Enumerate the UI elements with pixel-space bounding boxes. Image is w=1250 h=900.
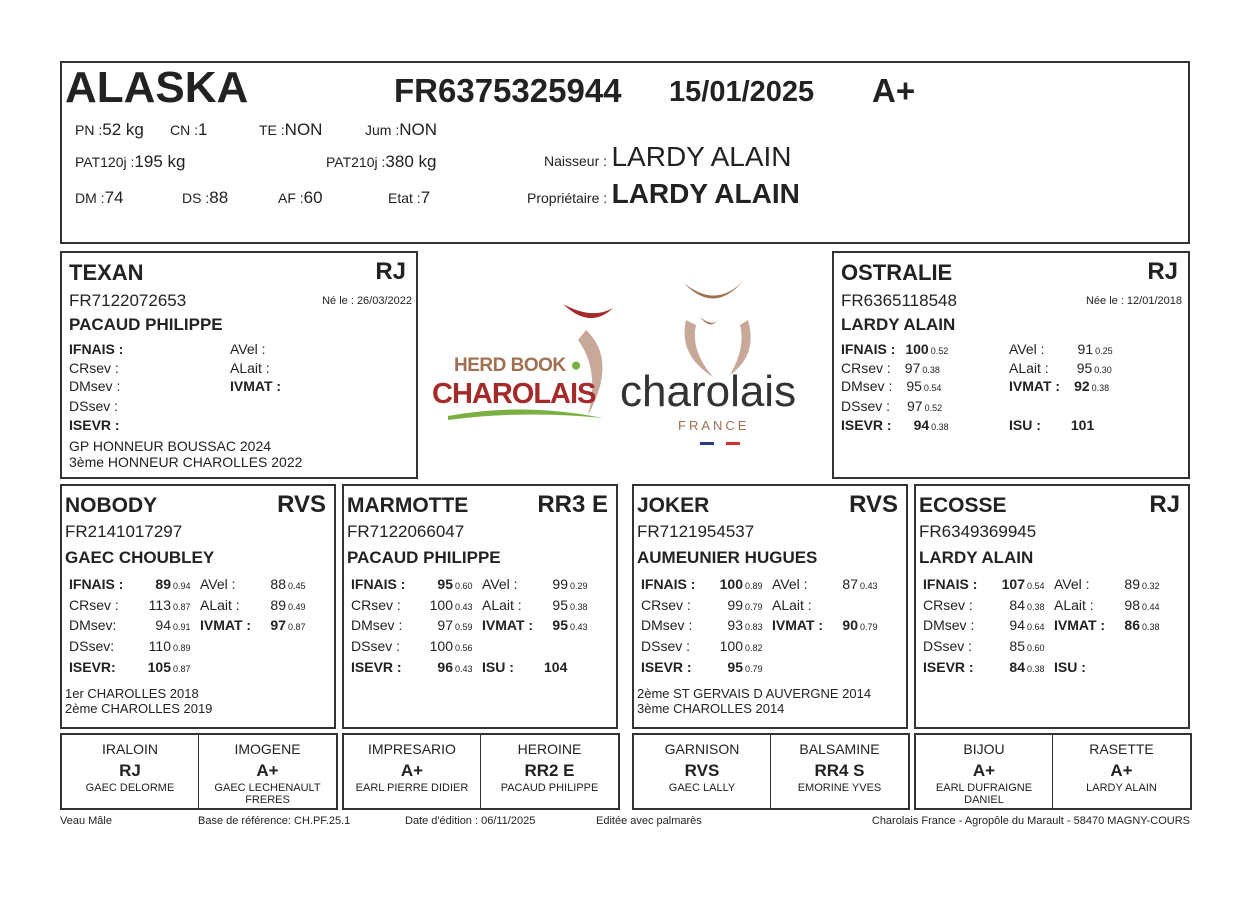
ggp-owner: GAEC LECHENAULT FRERES xyxy=(214,782,321,806)
grandparent-dmsev: DMsev : 94 0.64 xyxy=(923,617,1045,633)
pat210-field: PAT210j :380 kg xyxy=(326,152,437,171)
ds-field: DS :88 xyxy=(182,188,229,207)
grandparent-alait: ALait : 95 0.38 xyxy=(482,597,588,613)
dam-card xyxy=(832,251,1190,479)
grandparent-dssev: DSsev: 110 0.89 xyxy=(69,638,191,654)
ggp-grade: RR4 S xyxy=(814,761,865,780)
grandparent-crsev: CRsev : 113 0.87 xyxy=(69,597,191,613)
dam-id: FR6365118548 xyxy=(841,291,957,310)
grandparent-palmares: 2ème CHAROLLES 2019 xyxy=(65,701,213,716)
grandparent-alait: ALait : 98 0.44 xyxy=(1054,597,1160,613)
footer-base: Base de référence: CH.PF.25.1 xyxy=(198,815,351,827)
animal-id: FR6375325944 xyxy=(394,72,622,109)
dam-avel: AVel : 91 0.25 xyxy=(1009,341,1113,357)
grandparent-isevr: ISEVR : 96 0.43 xyxy=(351,659,473,675)
grandparent-name: ECOSSE xyxy=(919,494,1007,517)
grandparent-card xyxy=(60,484,336,729)
ggp-owner: LARDY ALAIN xyxy=(1086,782,1157,794)
dam-isevr: ISEVR : 94 0.38 xyxy=(841,417,949,433)
dam-born: Née le : 12/01/2018 xyxy=(1085,295,1182,307)
grandparent-ivmat: IVMAT : 95 0.43 xyxy=(482,617,588,633)
footer-sex: Veau Mâle xyxy=(60,815,112,827)
grandparent-id: FR7122066047 xyxy=(347,522,465,541)
cn-field: CN :1 xyxy=(170,120,208,139)
grandparent-owner: PACAUD PHILIPPE xyxy=(347,548,501,567)
grandparent-id: FR7121954537 xyxy=(637,522,755,541)
ggp-name: RASETTE xyxy=(1089,741,1154,757)
dam-isu: ISU : 101 xyxy=(1009,417,1095,433)
dam-grade: RJ xyxy=(1147,258,1178,285)
sire-id: FR7122072653 xyxy=(69,291,187,310)
grandparent-ifnais: IFNAIS : 89 0.94 xyxy=(69,576,191,592)
grandparent-name: NOBODY xyxy=(65,494,158,517)
proprietaire-field: Propriétaire : LARDY ALAIN xyxy=(527,178,800,209)
sire-name: TEXAN xyxy=(69,260,144,285)
grandparent-owner: AUMEUNIER HUGUES xyxy=(637,548,818,567)
sire-owner: PACAUD PHILIPPE xyxy=(69,315,223,334)
grandparent-isu: ISU : xyxy=(1054,659,1086,675)
dm-field: DM :74 xyxy=(75,188,124,207)
dam-crsev: CRsev : 97 0.38 xyxy=(841,360,940,376)
great-grandparent-cell xyxy=(60,733,200,810)
grandparent-isevr: ISEVR : 84 0.38 xyxy=(923,659,1045,675)
grandparent-palmares: 2ème ST GERVAIS D AUVERGNE 2014 xyxy=(637,686,872,701)
dam-owner: LARDY ALAIN xyxy=(841,315,956,334)
grandparent-crsev: CRsev : 100 0.43 xyxy=(351,597,473,613)
great-grandparent-cell xyxy=(342,733,482,810)
ggp-grade: RJ xyxy=(119,761,141,780)
dam-alait: ALait : 95 0.30 xyxy=(1009,360,1112,376)
grandparent-palmares: 3ème CHAROLLES 2014 xyxy=(637,701,785,716)
france-text: FRANCE xyxy=(678,418,750,433)
ggp-owner: GAEC LALLY xyxy=(668,782,736,794)
sire-palmares-1: GP HONNEUR BOUSSAC 2024 xyxy=(69,438,272,454)
grandparent-isu: ISU : 104 xyxy=(482,659,568,675)
grandparent-id: FR6349369945 xyxy=(919,522,1037,541)
great-grandparent-cell xyxy=(1052,733,1192,810)
grandparent-card xyxy=(342,484,618,729)
grandparent-name: MARMOTTE xyxy=(347,494,469,517)
grandparent-dssev: DSsev : 85 0.60 xyxy=(923,638,1045,654)
pn-field: PN :52 kg xyxy=(75,120,144,139)
grandparent-dmsev: DMsev : 93 0.83 xyxy=(641,617,763,633)
ggp-name: GARNISON xyxy=(664,741,740,757)
grandparent-grade: RJ xyxy=(1149,491,1180,518)
great-grandparent-cell xyxy=(632,733,772,810)
animal-grade: A+ xyxy=(872,72,916,109)
ggp-owner: EMORINE YVES xyxy=(797,782,882,794)
great-grandparent-cell xyxy=(914,733,1054,810)
dam-dssev: DSsev : 97 0.52 xyxy=(841,398,943,414)
dam-ifnais: IFNAIS : 100 0.52 xyxy=(841,341,949,357)
ggp-name: IMOGENE xyxy=(234,741,301,757)
footer-edition: Date d'édition : 06/11/2025 xyxy=(405,815,536,827)
sire-alait-label: ALait : xyxy=(230,360,270,376)
grandparent-isevr: ISEVR: 105 0.87 xyxy=(69,659,191,675)
grandparent-avel: AVel : 87 0.43 xyxy=(772,576,878,592)
grandparent-alait: ALait : 89 0.49 xyxy=(200,597,306,613)
herd-book-charolais-text: CHAROLAIS xyxy=(432,378,596,410)
ggp-grade: A+ xyxy=(1110,761,1133,780)
ggp-owner: PACAUD PHILIPPE xyxy=(500,782,599,794)
etat-field: Etat :7 xyxy=(388,188,431,207)
grandparent-crsev: CRsev : 99 0.79 xyxy=(641,597,763,613)
grandparent-dmsev: DMsev : 97 0.59 xyxy=(351,617,473,633)
footer-org: Charolais France - Agropôle du Marault - 58470 MAGNY-COURS xyxy=(871,815,1190,827)
sire-avel-label: AVel : xyxy=(230,341,266,357)
ggp-name: HEROINE xyxy=(517,741,582,757)
dam-ivmat: IVMAT : 92 0.38 xyxy=(1009,378,1110,394)
grandparent-alait: ALait : xyxy=(772,597,812,613)
great-grandparent-cell xyxy=(480,733,620,810)
grandparent-ivmat: IVMAT : 97 0.87 xyxy=(200,617,306,633)
grandparent-isu xyxy=(772,659,834,675)
grandparent-card xyxy=(914,484,1190,729)
grandparent-ifnais: IFNAIS : 100 0.89 xyxy=(641,576,763,592)
sire-grade: RJ xyxy=(375,258,406,285)
sire-born: Né le : 26/03/2022 xyxy=(322,295,412,307)
great-grandparent-cell xyxy=(198,733,338,810)
grandparent-crsev: CRsev : 84 0.38 xyxy=(923,597,1045,613)
af-field: AF :60 xyxy=(278,188,323,207)
ggp-name: IMPRESARIO xyxy=(368,741,456,757)
sire-card xyxy=(60,251,418,479)
grandparent-owner: GAEC CHOUBLEY xyxy=(65,548,215,567)
ggp-grade: A+ xyxy=(400,761,424,780)
ggp-grade: A+ xyxy=(256,761,279,780)
naisseur-field: Naisseur : LARDY ALAIN xyxy=(544,141,792,172)
ggp-grade: RVS xyxy=(684,761,720,780)
grandparent-dmsev: DMsev: 94 0.91 xyxy=(69,617,191,633)
grandparent-name: JOKER xyxy=(637,494,710,517)
grandparent-id: FR2141017297 xyxy=(65,522,183,541)
sire-dssev-label: DSsev : xyxy=(69,398,119,414)
ggp-grade: RR2 E xyxy=(524,761,575,780)
sire-isevr-label: ISEVR : xyxy=(69,417,120,433)
ggp-owner: GAEC DELORME xyxy=(85,782,175,794)
sire-ifnais-label: IFNAIS : xyxy=(69,341,124,357)
footer-palmares: Editée avec palmarès xyxy=(596,815,702,827)
grandparent-dssev: DSsev : 100 0.56 xyxy=(351,638,473,654)
grandparent-isu xyxy=(200,659,262,675)
grandparent-ifnais: IFNAIS : 107 0.54 xyxy=(923,576,1045,592)
animal-date: 15/01/2025 xyxy=(669,76,815,108)
grandparent-grade: RR3 E xyxy=(537,491,608,518)
grandparent-ivmat: IVMAT : 86 0.38 xyxy=(1054,617,1160,633)
animal-name: ALASKA xyxy=(65,63,249,112)
sire-palmares-2: 3ème HONNEUR CHAROLLES 2022 xyxy=(69,454,303,470)
charolais-france-logo xyxy=(618,275,823,450)
animal-header xyxy=(60,61,1190,244)
te-field: TE :NON xyxy=(259,120,323,139)
grandparent-avel: AVel : 99 0.29 xyxy=(482,576,588,592)
great-grandparent-cell xyxy=(770,733,910,810)
sire-dmsev-label: DMsev : xyxy=(69,378,121,394)
ggp-owner: EARL PIERRE DIDIER xyxy=(355,782,469,794)
flag-red xyxy=(726,442,740,445)
grandparent-grade: RVS xyxy=(849,491,898,518)
ggp-name: IRALOIN xyxy=(101,741,158,757)
jum-field: Jum :NON xyxy=(365,120,438,139)
grandparent-dssev: DSsev : 100 0.82 xyxy=(641,638,763,654)
grandparent-avel: AVel : 89 0.32 xyxy=(1054,576,1160,592)
grandparent-isevr: ISEVR : 95 0.79 xyxy=(641,659,763,675)
grandparent-ifnais: IFNAIS : 95 0.60 xyxy=(351,576,473,592)
herd-book-text: HERD BOOK ● xyxy=(454,355,582,376)
ggp-name: BALSAMINE xyxy=(799,741,880,757)
ggp-name: BIJOU xyxy=(963,741,1005,757)
pat120-field: PAT120j :195 kg xyxy=(75,152,186,171)
dam-name: OSTRALIE xyxy=(841,260,953,285)
flag-blue xyxy=(700,442,714,445)
grandparent-palmares: 1er CHAROLLES 2018 xyxy=(65,686,199,701)
grandparent-card xyxy=(632,484,908,729)
grandparent-ivmat: IVMAT : 90 0.79 xyxy=(772,617,878,633)
grandparent-grade: RVS xyxy=(277,491,326,518)
grandparent-avel: AVel : 88 0.45 xyxy=(200,576,306,592)
ggp-owner: EARL DUFRAIGNE DANIEL xyxy=(935,782,1033,806)
dam-dmsev: DMsev : 95 0.54 xyxy=(841,378,942,394)
sire-crsev-label: CRsev : xyxy=(69,360,119,376)
grandparent-owner: LARDY ALAIN xyxy=(919,548,1034,567)
sire-ivmat-label: IVMAT : xyxy=(230,378,282,394)
charolais-text: charolais xyxy=(620,367,797,416)
ggp-grade: A+ xyxy=(972,761,996,780)
herd-book-logo xyxy=(428,290,618,430)
